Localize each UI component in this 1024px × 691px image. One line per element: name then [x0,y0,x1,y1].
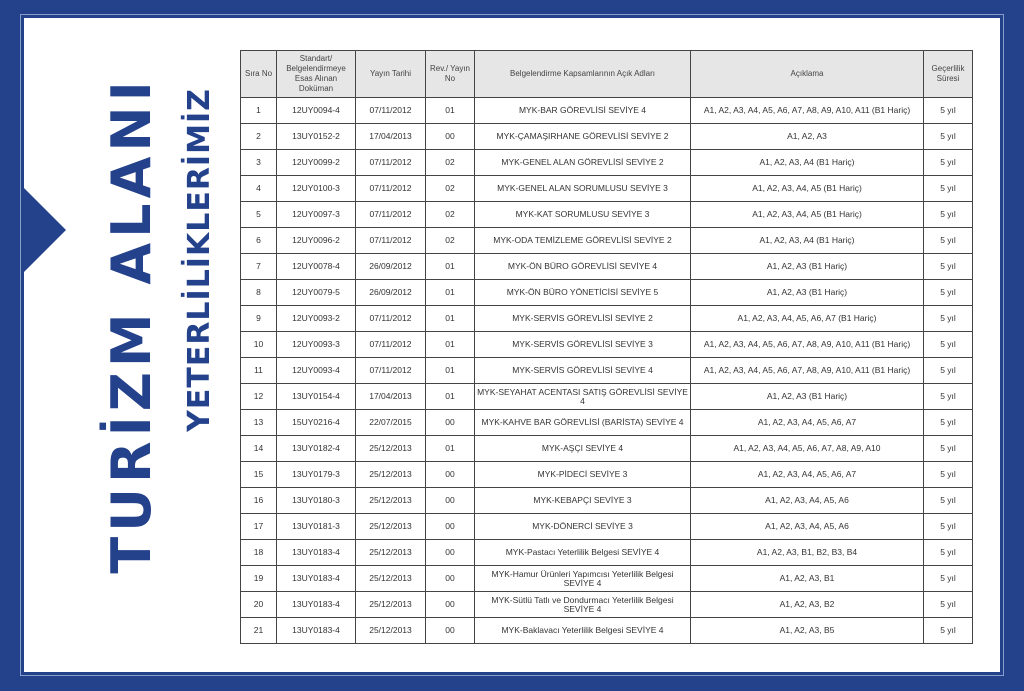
row-date: 25/12/2013 [356,436,426,462]
row-validity: 5 yıl [924,592,973,618]
row-description: A1, A2, A3 (B1 Hariç) [691,384,924,410]
row-scope: MYK-ÖN BÜRO GÖREVLİSİ SEVİYE 4 [475,254,691,280]
row-standard: 12UY0078-4 [277,254,356,280]
row-validity: 5 yıl [924,306,973,332]
arrow-notch [24,188,66,272]
table-row [241,540,973,566]
row-rev: 00 [426,540,475,566]
row-standard: 13UY0179-3 [277,462,356,488]
row-standard: 12UY0099-2 [277,150,356,176]
row-scope: MYK-ODA TEMİZLEME GÖREVLİSİ SEVİYE 2 [475,228,691,254]
row-standard: 12UY0093-4 [277,358,356,384]
row-scope: MYK-ÖN BÜRO YÖNETİCİSİ SEVİYE 5 [475,280,691,306]
row-number: 20 [241,592,277,618]
row-rev: 01 [426,98,475,124]
row-validity: 5 yıl [924,332,973,358]
row-validity: 5 yıl [924,540,973,566]
row-number: 13 [241,410,277,436]
row-number: 4 [241,176,277,202]
row-description: A1, A2, A3, A4, A5, A6, A7, A8, A9, A10, A11 (B1 Hariç) [691,332,924,358]
row-rev: 00 [426,566,475,592]
row-validity: 5 yıl [924,566,973,592]
row-scope: MYK-Hamur Ürünleri Yapımcısı Yeterlilik Belgesi SEVİYE 4 [475,566,691,592]
row-validity: 5 yıl [924,436,973,462]
row-validity: 5 yıl [924,384,973,410]
row-number: 9 [241,306,277,332]
row-standard: 12UY0093-3 [277,332,356,358]
row-scope: MYK-Baklavacı Yeterlilik Belgesi SEVİYE 4 [475,618,691,644]
row-validity: 5 yıl [924,358,973,384]
row-number: 15 [241,462,277,488]
row-scope: MYK-SERVİS GÖREVLİSİ SEVİYE 4 [475,358,691,384]
row-rev: 01 [426,358,475,384]
row-validity: 5 yıl [924,514,973,540]
row-date: 22/07/2015 [356,410,426,436]
row-scope: MYK-SEYAHAT ACENTASI SATIŞ GÖREVLİSİ SEVİYE 4 [475,384,691,410]
row-description: A1, A2, A3, A4, A5, A6, A7 [691,462,924,488]
row-rev: 01 [426,332,475,358]
table-row [241,436,973,462]
row-description: A1, A2, A3 [691,124,924,150]
row-date: 25/12/2013 [356,514,426,540]
table-row [241,202,973,228]
row-date: 25/12/2013 [356,540,426,566]
row-standard: 12UY0094-4 [277,98,356,124]
row-rev: 01 [426,280,475,306]
row-date: 26/09/2012 [356,280,426,306]
row-description: A1, A2, A3, A4, A5, A6, A7 [691,410,924,436]
row-description: A1, A2, A3, A4 (B1 Hariç) [691,228,924,254]
row-date: 25/12/2013 [356,488,426,514]
row-date: 07/11/2012 [356,228,426,254]
row-rev: 00 [426,410,475,436]
row-standard: 13UY0183-4 [277,566,356,592]
row-rev: 01 [426,436,475,462]
row-description: A1, A2, A3, B2 [691,592,924,618]
row-date: 07/11/2012 [356,150,426,176]
row-standard: 13UY0182-4 [277,436,356,462]
table-row [241,358,973,384]
row-rev: 02 [426,176,475,202]
table-row [241,280,973,306]
row-validity: 5 yıl [924,410,973,436]
row-standard: 13UY0181-3 [277,514,356,540]
row-standard: 13UY0180-3 [277,488,356,514]
row-standard: 12UY0079-5 [277,280,356,306]
row-scope: MYK-PİDECİ SEVİYE 3 [475,462,691,488]
table-row [241,254,973,280]
row-standard: 13UY0183-4 [277,618,356,644]
row-description: A1, A2, A3, A4, A5 (B1 Hariç) [691,176,924,202]
table-row [241,228,973,254]
row-scope: MYK-BAR GÖREVLİSİ SEVİYE 4 [475,98,691,124]
col-header-scope: Belgelendirme Kapsamlarının Açık Adları [475,51,691,98]
row-standard: 12UY0093-2 [277,306,356,332]
row-number: 17 [241,514,277,540]
row-date: 26/09/2012 [356,254,426,280]
row-date: 07/11/2012 [356,332,426,358]
row-rev: 00 [426,514,475,540]
table-row [241,566,973,592]
row-description: A1, A2, A3, A4, A5, A6, A7, A8, A9, A10, A11 (B1 Hariç) [691,98,924,124]
row-validity: 5 yıl [924,462,973,488]
row-date: 07/11/2012 [356,98,426,124]
row-scope: MYK-SERVİS GÖREVLİSİ SEVİYE 3 [475,332,691,358]
row-rev: 00 [426,592,475,618]
table-row [241,462,973,488]
row-description: A1, A2, A3, A4, A5, A6, A7 (B1 Hariç) [691,306,924,332]
row-scope: MYK-AŞÇI SEVİYE 4 [475,436,691,462]
row-number: 21 [241,618,277,644]
table-row [241,124,973,150]
col-header-standard: Standart/ Belgelendirmeye Esas Alınan Doküman [277,51,356,98]
table-row [241,150,973,176]
row-scope: MYK-DÖNERCİ SEVİYE 3 [475,514,691,540]
row-scope: MYK-ÇAMAŞIRHANE GÖREVLİSİ SEVİYE 2 [475,124,691,150]
title-main: TURİZM ALANI [100,76,163,574]
row-standard: 13UY0154-4 [277,384,356,410]
row-description: A1, A2, A3, A4, A5, A6 [691,488,924,514]
row-rev: 01 [426,254,475,280]
row-rev: 00 [426,618,475,644]
row-description: A1, A2, A3, A4, A5 (B1 Hariç) [691,202,924,228]
row-date: 07/11/2012 [356,306,426,332]
table-row [241,306,973,332]
row-date: 07/11/2012 [356,202,426,228]
row-scope: MYK-Sütlü Tatlı ve Dondurmacı Yeterlilik Belgesi SEVİYE 4 [475,592,691,618]
row-rev: 02 [426,228,475,254]
row-scope: MYK-KAHVE BAR GÖREVLİSİ (BARİSTA) SEVİYE 4 [475,410,691,436]
row-standard: 15UY0216-4 [277,410,356,436]
row-standard: 13UY0183-4 [277,592,356,618]
row-number: 16 [241,488,277,514]
row-standard: 12UY0096-2 [277,228,356,254]
table-row [241,384,973,410]
row-rev: 00 [426,124,475,150]
row-standard: 12UY0097-3 [277,202,356,228]
row-description: A1, A2, A3, B1, B2, B3, B4 [691,540,924,566]
row-number: 8 [241,280,277,306]
row-date: 17/04/2013 [356,124,426,150]
row-number: 14 [241,436,277,462]
row-rev: 00 [426,488,475,514]
title-sub: YETERLİLİKLERİMİZ [182,88,217,432]
row-description: A1, A2, A3, A4, A5, A6 [691,514,924,540]
table-row [241,176,973,202]
row-number: 12 [241,384,277,410]
row-rev: 01 [426,306,475,332]
row-number: 3 [241,150,277,176]
table-row [241,592,973,618]
row-validity: 5 yıl [924,488,973,514]
table-row [241,618,973,644]
row-validity: 5 yıl [924,254,973,280]
row-date: 25/12/2013 [356,462,426,488]
row-validity: 5 yıl [924,176,973,202]
table-row [241,514,973,540]
row-date: 17/04/2013 [356,384,426,410]
row-scope: MYK-SERVİS GÖREVLİSİ SEVİYE 2 [475,306,691,332]
row-standard: 13UY0183-4 [277,540,356,566]
col-header-rev: Rev./ Yayın No [426,51,475,98]
row-date: 07/11/2012 [356,358,426,384]
row-number: 19 [241,566,277,592]
col-header-date: Yayın Tarihi [356,51,426,98]
row-scope: MYK-Pastacı Yeterlilik Belgesi SEVİYE 4 [475,540,691,566]
row-rev: 02 [426,150,475,176]
table-row [241,98,973,124]
row-standard: 12UY0100-3 [277,176,356,202]
qualifications-table [240,50,973,644]
table-row [241,332,973,358]
table-row [241,488,973,514]
row-rev: 00 [426,462,475,488]
row-number: 11 [241,358,277,384]
row-description: A1, A2, A3, B5 [691,618,924,644]
row-validity: 5 yıl [924,124,973,150]
row-scope: MYK-GENEL ALAN GÖREVLİSİ SEVİYE 2 [475,150,691,176]
row-date: 25/12/2013 [356,592,426,618]
row-number: 1 [241,98,277,124]
row-number: 10 [241,332,277,358]
row-validity: 5 yıl [924,280,973,306]
row-standard: 13UY0152-2 [277,124,356,150]
row-description: A1, A2, A3 (B1 Hariç) [691,280,924,306]
col-header-description: Açıklama [691,51,924,98]
row-description: A1, A2, A3 (B1 Hariç) [691,254,924,280]
row-number: 7 [241,254,277,280]
col-header-validity: Geçerlilik Süresi [924,51,973,98]
row-validity: 5 yıl [924,618,973,644]
table-row [241,410,973,436]
row-date: 25/12/2013 [356,618,426,644]
row-number: 18 [241,540,277,566]
row-date: 07/11/2012 [356,176,426,202]
row-scope: MYK-KAT SORUMLUSU SEVİYE 3 [475,202,691,228]
row-rev: 02 [426,202,475,228]
row-date: 25/12/2013 [356,566,426,592]
col-header-no: Sıra No [241,51,277,98]
vertical-title [96,20,232,630]
row-description: A1, A2, A3, B1 [691,566,924,592]
row-number: 6 [241,228,277,254]
row-validity: 5 yıl [924,150,973,176]
row-validity: 5 yıl [924,98,973,124]
row-validity: 5 yıl [924,228,973,254]
row-scope: MYK-KEBAPÇI SEVİYE 3 [475,488,691,514]
table-header-row [241,51,973,98]
row-rev: 01 [426,384,475,410]
row-description: A1, A2, A3, A4, A5, A6, A7, A8, A9, A10 [691,436,924,462]
row-number: 2 [241,124,277,150]
row-description: A1, A2, A3, A4, A5, A6, A7, A8, A9, A10, A11 (B1 Hariç) [691,358,924,384]
row-description: A1, A2, A3, A4 (B1 Hariç) [691,150,924,176]
row-validity: 5 yıl [924,202,973,228]
row-scope: MYK-GENEL ALAN SORUMLUSU SEVİYE 3 [475,176,691,202]
row-number: 5 [241,202,277,228]
